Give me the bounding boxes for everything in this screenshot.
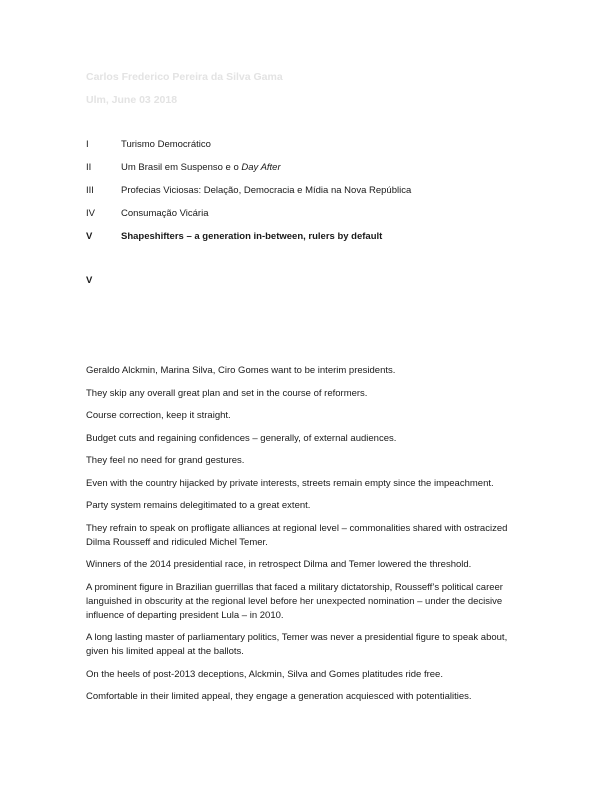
paragraph: Budget cuts and regaining confidences – generally, of external audiences. xyxy=(86,432,397,444)
toc-number: V xyxy=(86,231,93,242)
toc-title: Profecias Viciosas: Delação, Democracia e Mídia na Nova República xyxy=(121,185,412,196)
paragraph: Party system remains delegitimated to a great extent. xyxy=(86,500,311,511)
paragraph: They feel no need for grand gestures. xyxy=(86,455,245,466)
toc-title: Shapeshifters – a generation in-between, rulers by default xyxy=(121,231,383,242)
paragraph: Comfortable in their limited appeal, they engage a generation acquiesced with potentialities. xyxy=(86,691,472,702)
toc-title: Um Brasil em Suspenso e o Day After xyxy=(121,162,281,173)
toc-number: IV xyxy=(86,208,95,219)
toc-number: II xyxy=(86,162,92,173)
toc-item-current xyxy=(86,231,556,254)
paragraph: They skip any overall great plan and set in the course of reformers. xyxy=(86,387,368,399)
toc-title: Turismo Democrático xyxy=(121,139,211,150)
author-name: Carlos Frederico Pereira da Silva Gama xyxy=(86,71,283,83)
body-text xyxy=(86,364,526,713)
paragraph: Geraldo Alckmin, Marina Silva, Ciro Gomes want to be interim presidents. xyxy=(86,365,396,376)
paragraph: Course correction, keep it straight. xyxy=(86,410,231,421)
place-date: Ulm, June 03 2018 xyxy=(86,94,178,106)
toc-item xyxy=(86,185,556,208)
paragraph: Winners of the 2014 presidential race, in retrospect Dilma and Temer lowered the threshold. xyxy=(86,559,472,570)
paragraph: Even with the country hijacked by private interests, streets remain empty since the impeachment. xyxy=(86,477,494,489)
section-heading: V xyxy=(86,275,93,286)
paragraph: A long lasting master of parliamentary politics, Temer was never a presidential figure to speak about, given his limited appeal at the ballots. xyxy=(86,632,508,657)
toc-number: III xyxy=(86,185,94,196)
toc-item xyxy=(86,162,556,185)
toc-number: I xyxy=(86,139,89,150)
toc-item xyxy=(86,208,556,231)
paragraph: They refrain to speak on profligate alliances at regional level – commonalities shared with ostracized Dilma Rousseff and ridiculed Michel Temer. xyxy=(86,522,508,548)
table-of-contents xyxy=(86,139,556,254)
paragraph: A prominent figure in Brazilian guerrillas that faced a military dictatorship, Rousseff’s political career languished in obscurity at the regional level before her unexpected nomination – under the decisive influence of departing president Lula – in 2010. xyxy=(86,581,503,621)
paragraph: On the heels of post-2013 deceptions, Alckmin, Silva and Gomes platitudes ride free. xyxy=(86,668,443,680)
toc-item xyxy=(86,139,556,162)
toc-title: Consumação Vicária xyxy=(121,208,209,219)
